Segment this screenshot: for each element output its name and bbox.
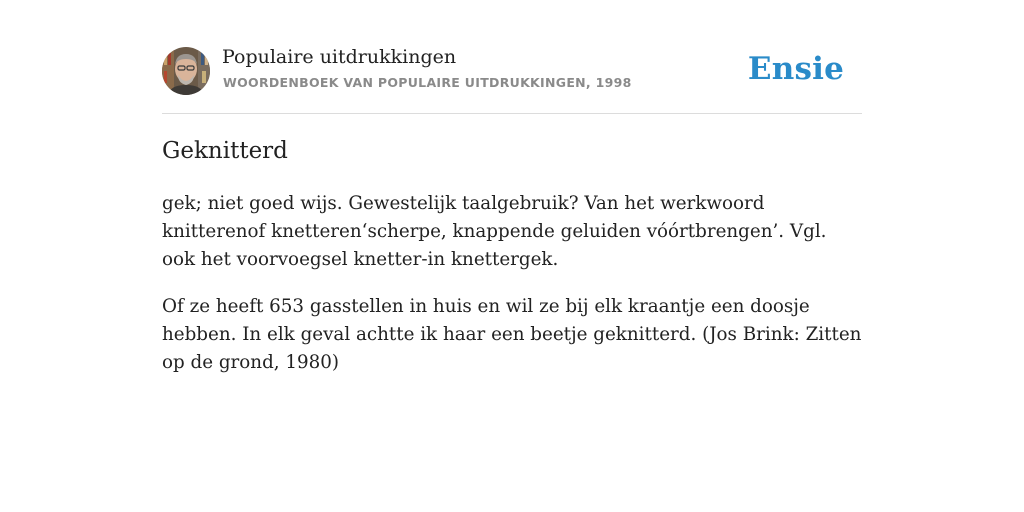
portrait-icon (162, 47, 210, 95)
example-quote-paragraph: Of ze heeft 653 gasstellen in huis en wil ze bij elk kraantje een doosje hebben. In elk geval achtte ik haar een beetje geknitterd. (Jos Brink: Zitten op de grond, 1980) (162, 296, 862, 373)
source-header (162, 0, 862, 114)
definition-paragraph: gek; niet goed wijs. Gewestelijk taalgebruik? Van het werkwoord knitterenof knetteren‘scherpe, knappende geluiden vóórtbrengen’. Vgl. ook het voorvoegsel knetter-in knettergek. (162, 193, 827, 270)
ensie-logo[interactable]: Ensie (747, 51, 844, 87)
author-avatar[interactable] (162, 47, 210, 95)
source-title[interactable]: Populaire uitdrukkingen (222, 46, 457, 68)
entry-title: Geknitterd (162, 138, 288, 164)
entry-card (162, 0, 862, 373)
source-subtitle: WOORDENBOEK VAN POPULAIRE UITDRUKKINGEN, 1998 (223, 75, 632, 90)
